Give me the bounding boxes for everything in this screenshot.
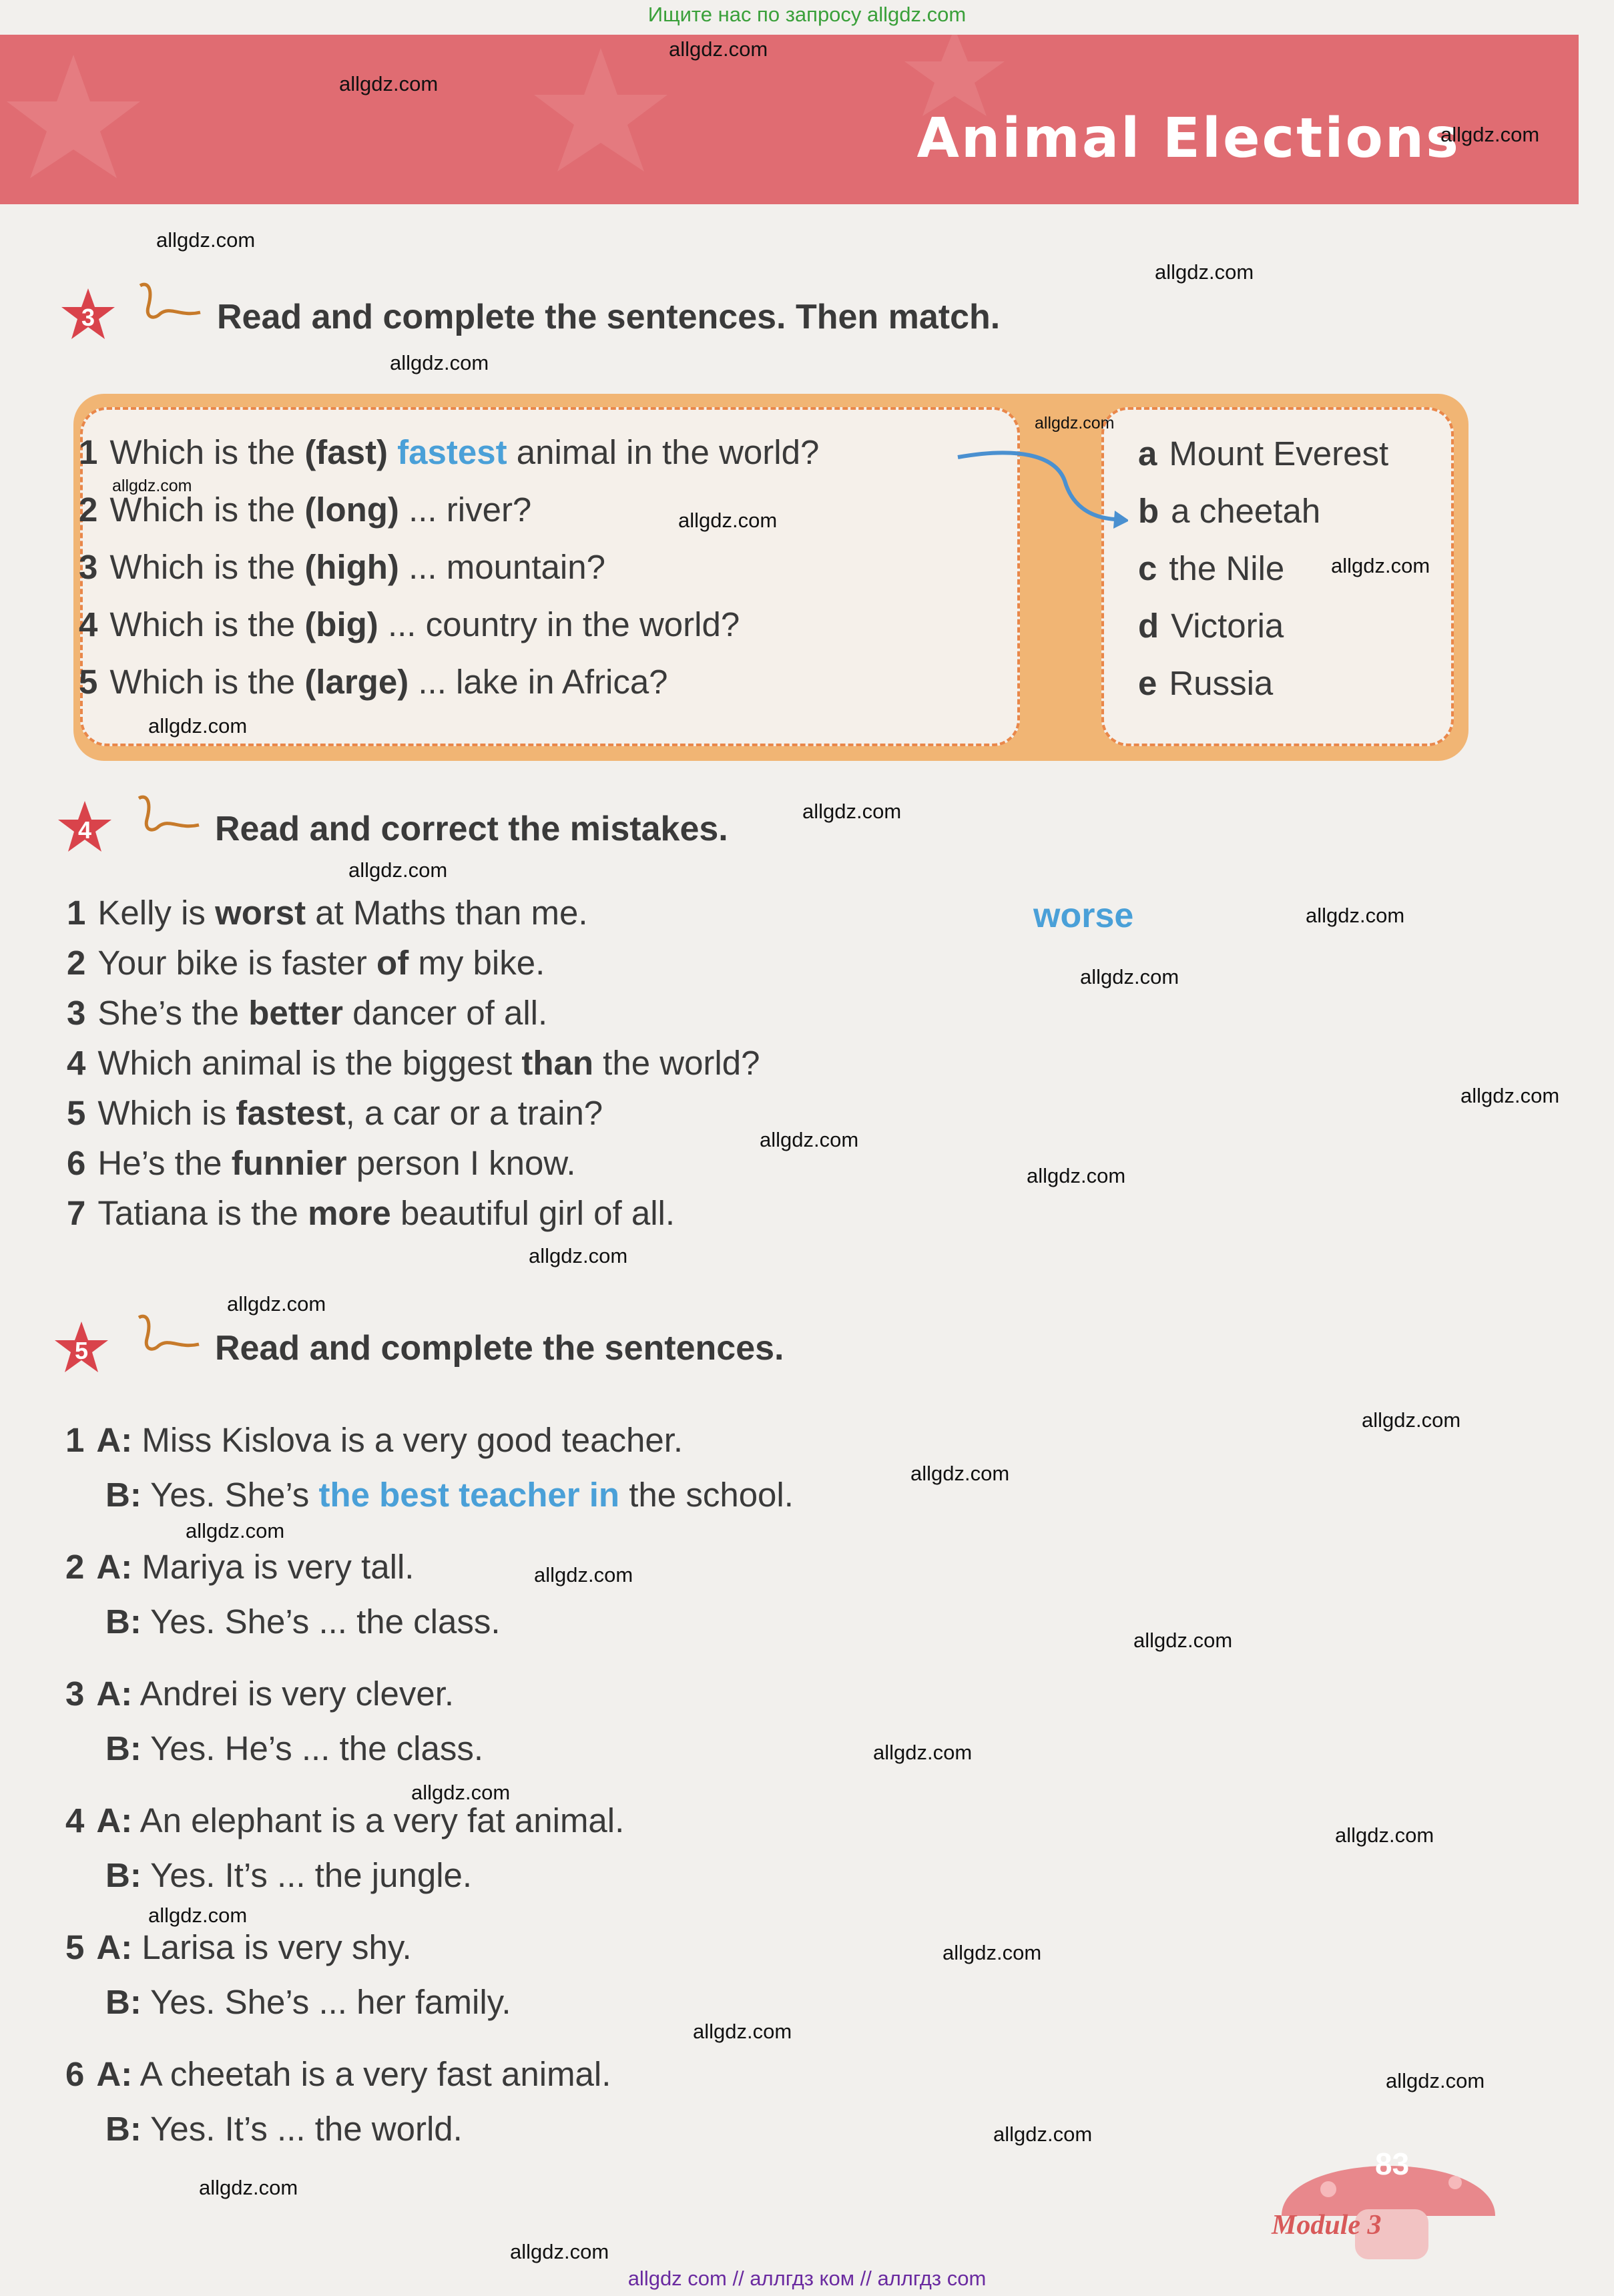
dialogue-2-b: B: Yes. She’s ... the class. (105, 1603, 501, 1641)
mistake-sentence-6: 6 He’s the funnier person I know. (67, 1144, 576, 1182)
watermark: allgdz.com (802, 800, 902, 823)
dialogue-5-a: 5 A: Larisa is very shy. (65, 1928, 412, 1966)
watermark: allgdz.com (1155, 260, 1254, 284)
watermark: allgdz.com (534, 1563, 633, 1587)
watermark: allgdz.com (348, 858, 448, 882)
dialogue-6-b: B: Yes. It’s ... the world. (105, 2110, 463, 2148)
watermark: allgdz.com (390, 351, 489, 374)
bottom-links[interactable]: allgdz com // аллгдз ком // аллгдз com (627, 2267, 987, 2290)
watermark: allgdz.com (411, 1781, 511, 1804)
mistake-sentence-5: 5 Which is fastest, a car or a train? (67, 1094, 603, 1132)
svg-text:3: 3 (81, 304, 95, 331)
watermark: allgdz.com (669, 37, 768, 61)
question-5: 5 Which is the (large) ... lake in Africa? (79, 663, 668, 701)
mistake-sentence-1: 1 Kelly is worst at Maths than me. (67, 894, 588, 932)
dialogue-3-a: 3 A: Andrei is very clever. (65, 1675, 455, 1713)
watermark: allgdz.com (1440, 123, 1540, 146)
watermark: allgdz.com (993, 2122, 1093, 2146)
dialogue-1-b: B: Yes. She’s the best teacher in the school. (105, 1476, 794, 1514)
watermark: allgdz.com (873, 1741, 973, 1764)
watermark: allgdz.com (148, 714, 248, 738)
watermark: allgdz.com (529, 1244, 628, 1267)
mistake-sentence-7: 7 Tatiana is the more beautiful girl of all. (67, 1194, 676, 1232)
dialogue-5-b: B: Yes. She’s ... her family. (105, 1983, 511, 2021)
watermark: allgdz.com (1306, 904, 1405, 927)
watermark: allgdz.com (1133, 1629, 1233, 1652)
answer-d: d Victoria (1138, 607, 1284, 645)
watermark: allgdz.com (339, 72, 439, 95)
watermark: allgdz.com (1331, 554, 1430, 577)
exercise-5-instruction: Read and complete the sentences. (215, 1329, 784, 1368)
question-3: 3 Which is the (high) ... mountain? (79, 548, 605, 586)
page-number: 83 (1375, 2146, 1410, 2181)
watermark: allgdz.com (760, 1128, 859, 1151)
exercise-5-star-icon (53, 1320, 109, 1376)
watermark: allgdz.com (112, 477, 192, 495)
svg-text:5: 5 (74, 1337, 89, 1364)
dialogue-2-a: 2 A: Mariya is very tall. (65, 1548, 415, 1586)
exercise-4-example-answer: worse (1033, 896, 1134, 935)
watermark: allgdz.com (199, 2176, 298, 2199)
dialogue-1-a: 1 A: Miss Kislova is a very good teacher. (65, 1421, 684, 1459)
question-4: 4 Which is the (big) ... country in the world? (79, 605, 740, 643)
mistake-sentence-4: 4 Which animal is the biggest than the world? (67, 1044, 760, 1082)
answer-c: c the Nile (1138, 549, 1285, 587)
exercise-3-instruction: Read and complete the sentences. Then match. (217, 298, 1001, 336)
mistake-sentence-3: 3 She’s the better dancer of all. (67, 994, 548, 1032)
dialogue-4-b: B: Yes. It’s ... the jungle. (105, 1856, 473, 1894)
watermark: allgdz.com (1027, 1164, 1126, 1187)
watermark: allgdz.com (943, 1941, 1042, 1964)
svg-text:4: 4 (77, 816, 92, 844)
page-title: Animal Elections (916, 107, 1460, 170)
watermark: allgdz.com (1386, 2069, 1485, 2092)
watermark: allgdz.com (186, 1519, 285, 1542)
answer-b: b a cheetah (1138, 492, 1321, 530)
watermark: allgdz.com (1080, 965, 1179, 988)
top-search-link[interactable]: Ищите нас по запросу allgdz.com (647, 3, 967, 26)
exercise-4-star-icon (57, 800, 113, 856)
exercise-4-instruction: Read and correct the mistakes. (215, 810, 728, 848)
watermark: allgdz.com (227, 1292, 326, 1316)
dialogue-3-b: B: Yes. He’s ... the class. (105, 1729, 483, 1767)
watermark: allgdz.com (693, 2020, 792, 2043)
exercise-3-star-icon (60, 287, 116, 343)
question-1: 1 Which is the (fast) fastest animal in the world? (79, 433, 820, 471)
watermark: allgdz.com (910, 1462, 1010, 1485)
exercise-3-pencil-icon (133, 280, 207, 327)
watermark: allgdz.com (156, 228, 256, 252)
exercise-4-pencil-icon (132, 793, 206, 840)
watermark: allgdz.com (1035, 414, 1115, 433)
exercise-5-pencil-icon (132, 1312, 206, 1359)
match-arrow-icon (955, 441, 1128, 534)
answer-e: e Russia (1138, 664, 1274, 702)
watermark: allgdz.com (1335, 1823, 1434, 1847)
question-2: 2 Which is the (long) ... river? (79, 491, 532, 529)
mistake-sentence-2: 2 Your bike is faster of my bike. (67, 944, 545, 982)
answer-a: a Mount Everest (1138, 435, 1389, 473)
watermark: allgdz.com (1362, 1408, 1461, 1432)
watermark: allgdz.com (678, 509, 778, 532)
watermark: allgdz.com (148, 1904, 248, 1927)
watermark: allgdz.com (510, 2240, 609, 2263)
module-label: Module 3 (1272, 2210, 1382, 2241)
dialogue-4-a: 4 A: An elephant is a very fat animal. (65, 1801, 625, 1839)
dialogue-6-a: 6 A: A cheetah is a very fast animal. (65, 2055, 611, 2093)
watermark: allgdz.com (1460, 1084, 1560, 1107)
